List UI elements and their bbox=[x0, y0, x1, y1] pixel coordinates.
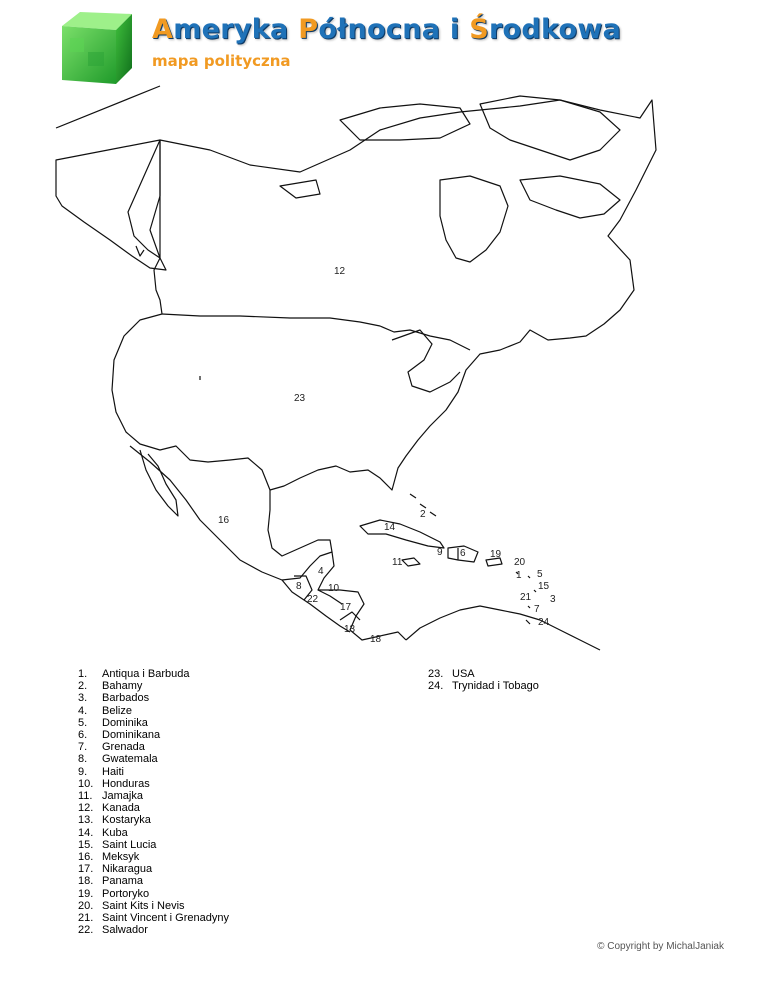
legend-item: 15. Saint Lucia bbox=[78, 838, 157, 851]
legend-item: 23. USA bbox=[428, 668, 475, 680]
legend-item: 5. Dominika bbox=[78, 716, 148, 729]
south-america-coast bbox=[406, 606, 600, 650]
page-title: Ameryka Północna i Środkowa bbox=[152, 14, 622, 45]
mexico-outline bbox=[130, 446, 332, 580]
legend-item: 6. Dominikana bbox=[78, 729, 161, 742]
central-america-borders bbox=[294, 576, 360, 620]
legend-item: 17. Nikaragua bbox=[78, 863, 153, 876]
canada-usa-border bbox=[162, 314, 470, 350]
legend-right bbox=[428, 668, 539, 692]
map-label-17: 17 bbox=[340, 602, 352, 613]
legend-item: 19. Portoryko bbox=[78, 887, 150, 900]
map-label-10: 10 bbox=[328, 583, 340, 594]
map-label-2: 2 bbox=[420, 509, 426, 520]
map-label-7: 7 bbox=[534, 604, 540, 615]
map-label-6: 6 bbox=[460, 548, 466, 559]
legend-item: 16. Meksyk bbox=[78, 851, 140, 864]
greenland-outline bbox=[56, 86, 160, 128]
map-label-4: 4 bbox=[318, 566, 324, 577]
arctic-islands bbox=[280, 96, 620, 218]
map-label-8: 8 bbox=[296, 581, 302, 592]
cuba-outline bbox=[360, 520, 444, 548]
map-label-14: 14 bbox=[384, 522, 396, 533]
map-label-15: 15 bbox=[538, 581, 550, 592]
legend-item: 13. Kostaryka bbox=[78, 814, 151, 827]
map-label-23: 23 bbox=[294, 393, 306, 404]
map-label-11: 11 bbox=[392, 557, 403, 568]
legend-item: 3. Barbados bbox=[78, 692, 150, 705]
map-label-12: 12 bbox=[334, 266, 346, 277]
legend-item: 20. Saint Kits i Nevis bbox=[78, 899, 185, 912]
legend-item: 10. Honduras bbox=[78, 777, 150, 790]
legend-item: 18. Panama bbox=[78, 875, 143, 888]
legend-item: 24. Trynidad i Tobago bbox=[428, 680, 539, 693]
jamaica-outline bbox=[402, 558, 420, 566]
map-label-13: 13 bbox=[344, 624, 356, 635]
map-label-19: 19 bbox=[490, 549, 502, 560]
legend-item: 14. Kuba bbox=[78, 826, 128, 839]
map-label-21: 21 bbox=[520, 592, 532, 603]
map-label-9: 9 bbox=[437, 547, 443, 558]
map-label-24: 24 bbox=[538, 617, 550, 628]
alaska-outline bbox=[56, 140, 166, 270]
map-label-5: 5 bbox=[537, 569, 543, 580]
page-subtitle: mapa polityczna bbox=[152, 52, 291, 70]
map-label-22: 22 bbox=[307, 594, 319, 605]
legend-item: 7. Grenada bbox=[78, 741, 145, 754]
great-lakes bbox=[392, 330, 460, 392]
legend-item: 4. Belize bbox=[78, 704, 132, 717]
legend-item: 8. Gwatemala bbox=[78, 753, 158, 766]
legend-item: 21. Saint Vincent i Grenadyny bbox=[78, 912, 229, 925]
copyright-notice: © Copyright by MichalJaniak bbox=[597, 941, 724, 952]
map-label-16: 16 bbox=[218, 515, 230, 526]
legend-left bbox=[78, 668, 229, 936]
legend-item: 9. Haiti bbox=[78, 765, 125, 778]
map-label-20: 20 bbox=[514, 557, 526, 568]
legend-item: 1. Antiqua i Barbuda bbox=[78, 668, 190, 680]
legend-item: 11. Jamajka bbox=[78, 790, 143, 803]
legend-item: 2. Bahamy bbox=[78, 680, 143, 693]
legend-item: 22. Salwador bbox=[78, 924, 148, 937]
map-label-18: 18 bbox=[370, 634, 382, 645]
legend-item: 12. Kanada bbox=[78, 802, 140, 815]
small-islands bbox=[136, 246, 536, 624]
map-label-1: 1 bbox=[516, 570, 522, 581]
map-label-3: 3 bbox=[550, 594, 556, 605]
hudson-bay bbox=[440, 176, 508, 262]
